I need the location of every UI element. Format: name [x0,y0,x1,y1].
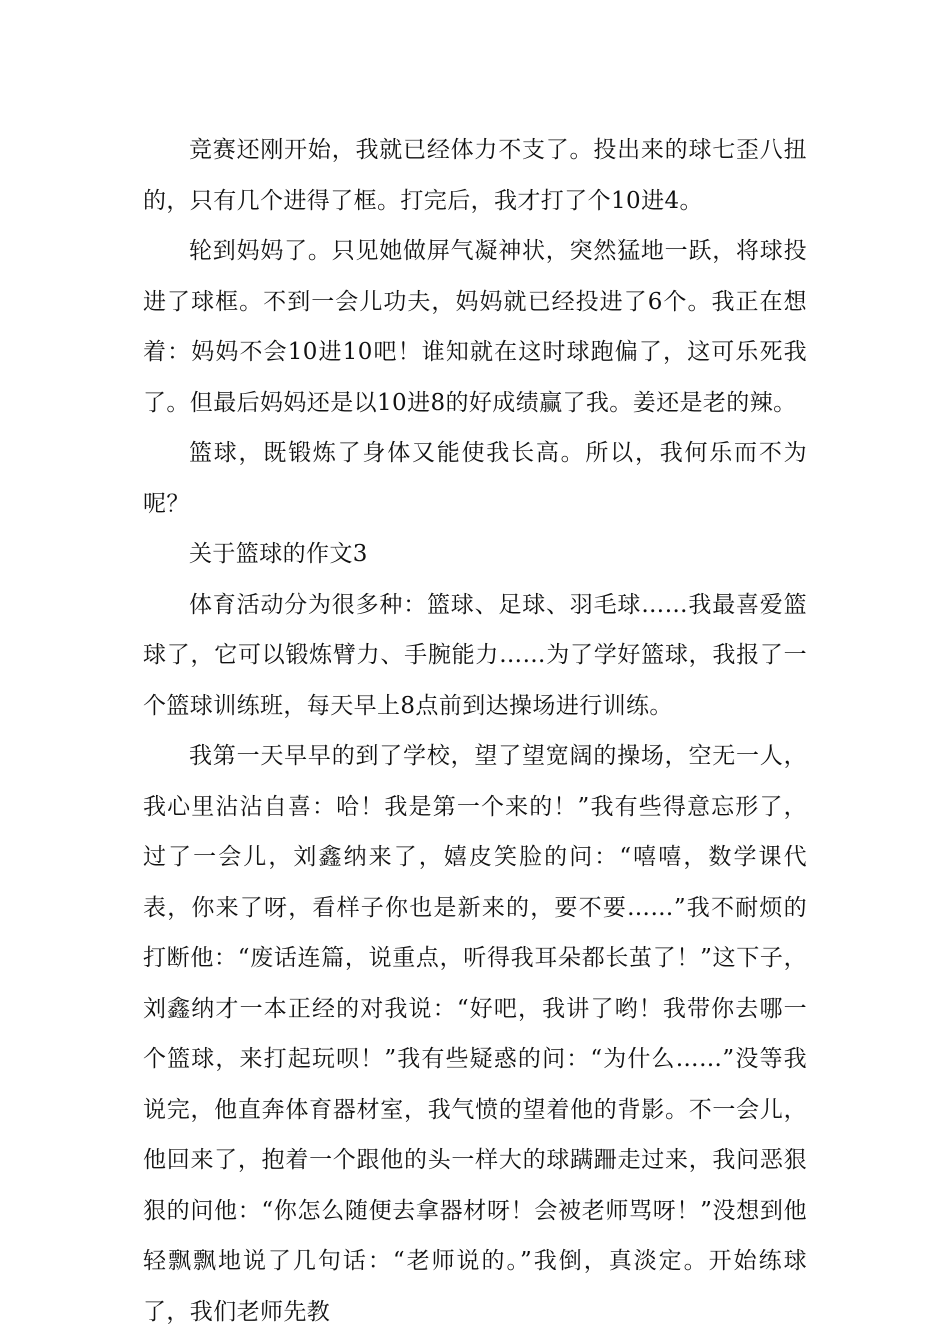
paragraph-race-start: 竞赛还刚开始，我就已经体力不支了。投出来的球七歪八扭的，只有几个进得了框。打完后，我才打了个10进4。 [143,137,807,214]
section-title: 关于篮球的作文3 [189,541,368,567]
document-body [143,125,807,1337]
paragraph-sports-intro: 体育活动分为很多种：篮球、足球、羽毛球……我最喜爱篮球了，它可以锻炼臂力、手腕能力……为了学好篮球，我报了一个篮球训练班，每天早上8点前到达操场进行训练。 [143,591,807,719]
paragraph-mom-turn: 轮到妈妈了。只见她做屏气凝神状，突然猛地一跃，将球投进了球框。不到一会儿功夫，妈妈就已经投进了6个。我正在想着：妈妈不会10进10吧！谁知就在这时球跑偏了，这可乐死我了。但最后妈妈还是以10进8的好成绩赢了我。姜还是老的辣。 [143,238,807,416]
paragraph-first-day: 我第一天早早的到了学校，望了望宽阔的操场，空无一人，我心里沾沾自喜：哈！我是第一个来的！”我有些得意忘形了，过了一会儿，刘鑫纳来了，嬉皮笑脸的问：“嘻嘻，数学课代表，你来了呀，看样子你也是新来的，要不要……”我不耐烦的打断他：“废话连篇，说重点，听得我耳朵都长茧了！”这下子，刘鑫纳才一本正经的对我说：“好吧，我讲了哟！我带你去哪一个篮球，来打起玩呗！”我有些疑惑的问：“为什么……”没等我说完，他直奔体育器材室，我气愤的望着他的背影。不一会儿，他回来了，抱着一个跟他的头一样大的球蹒跚走过来，我问恶狠狠的问他：“你怎么随便去拿器材呀！会被老师骂呀！”没想到他轻飘飘地说了几句话：“老师说的。”我倒，真淡定。开始练球了，我们老师先教 [143,743,807,1325]
paragraph-basketball-benefit: 篮球，既锻炼了身体又能使我长高。所以，我何乐而不为呢？ [143,440,807,517]
